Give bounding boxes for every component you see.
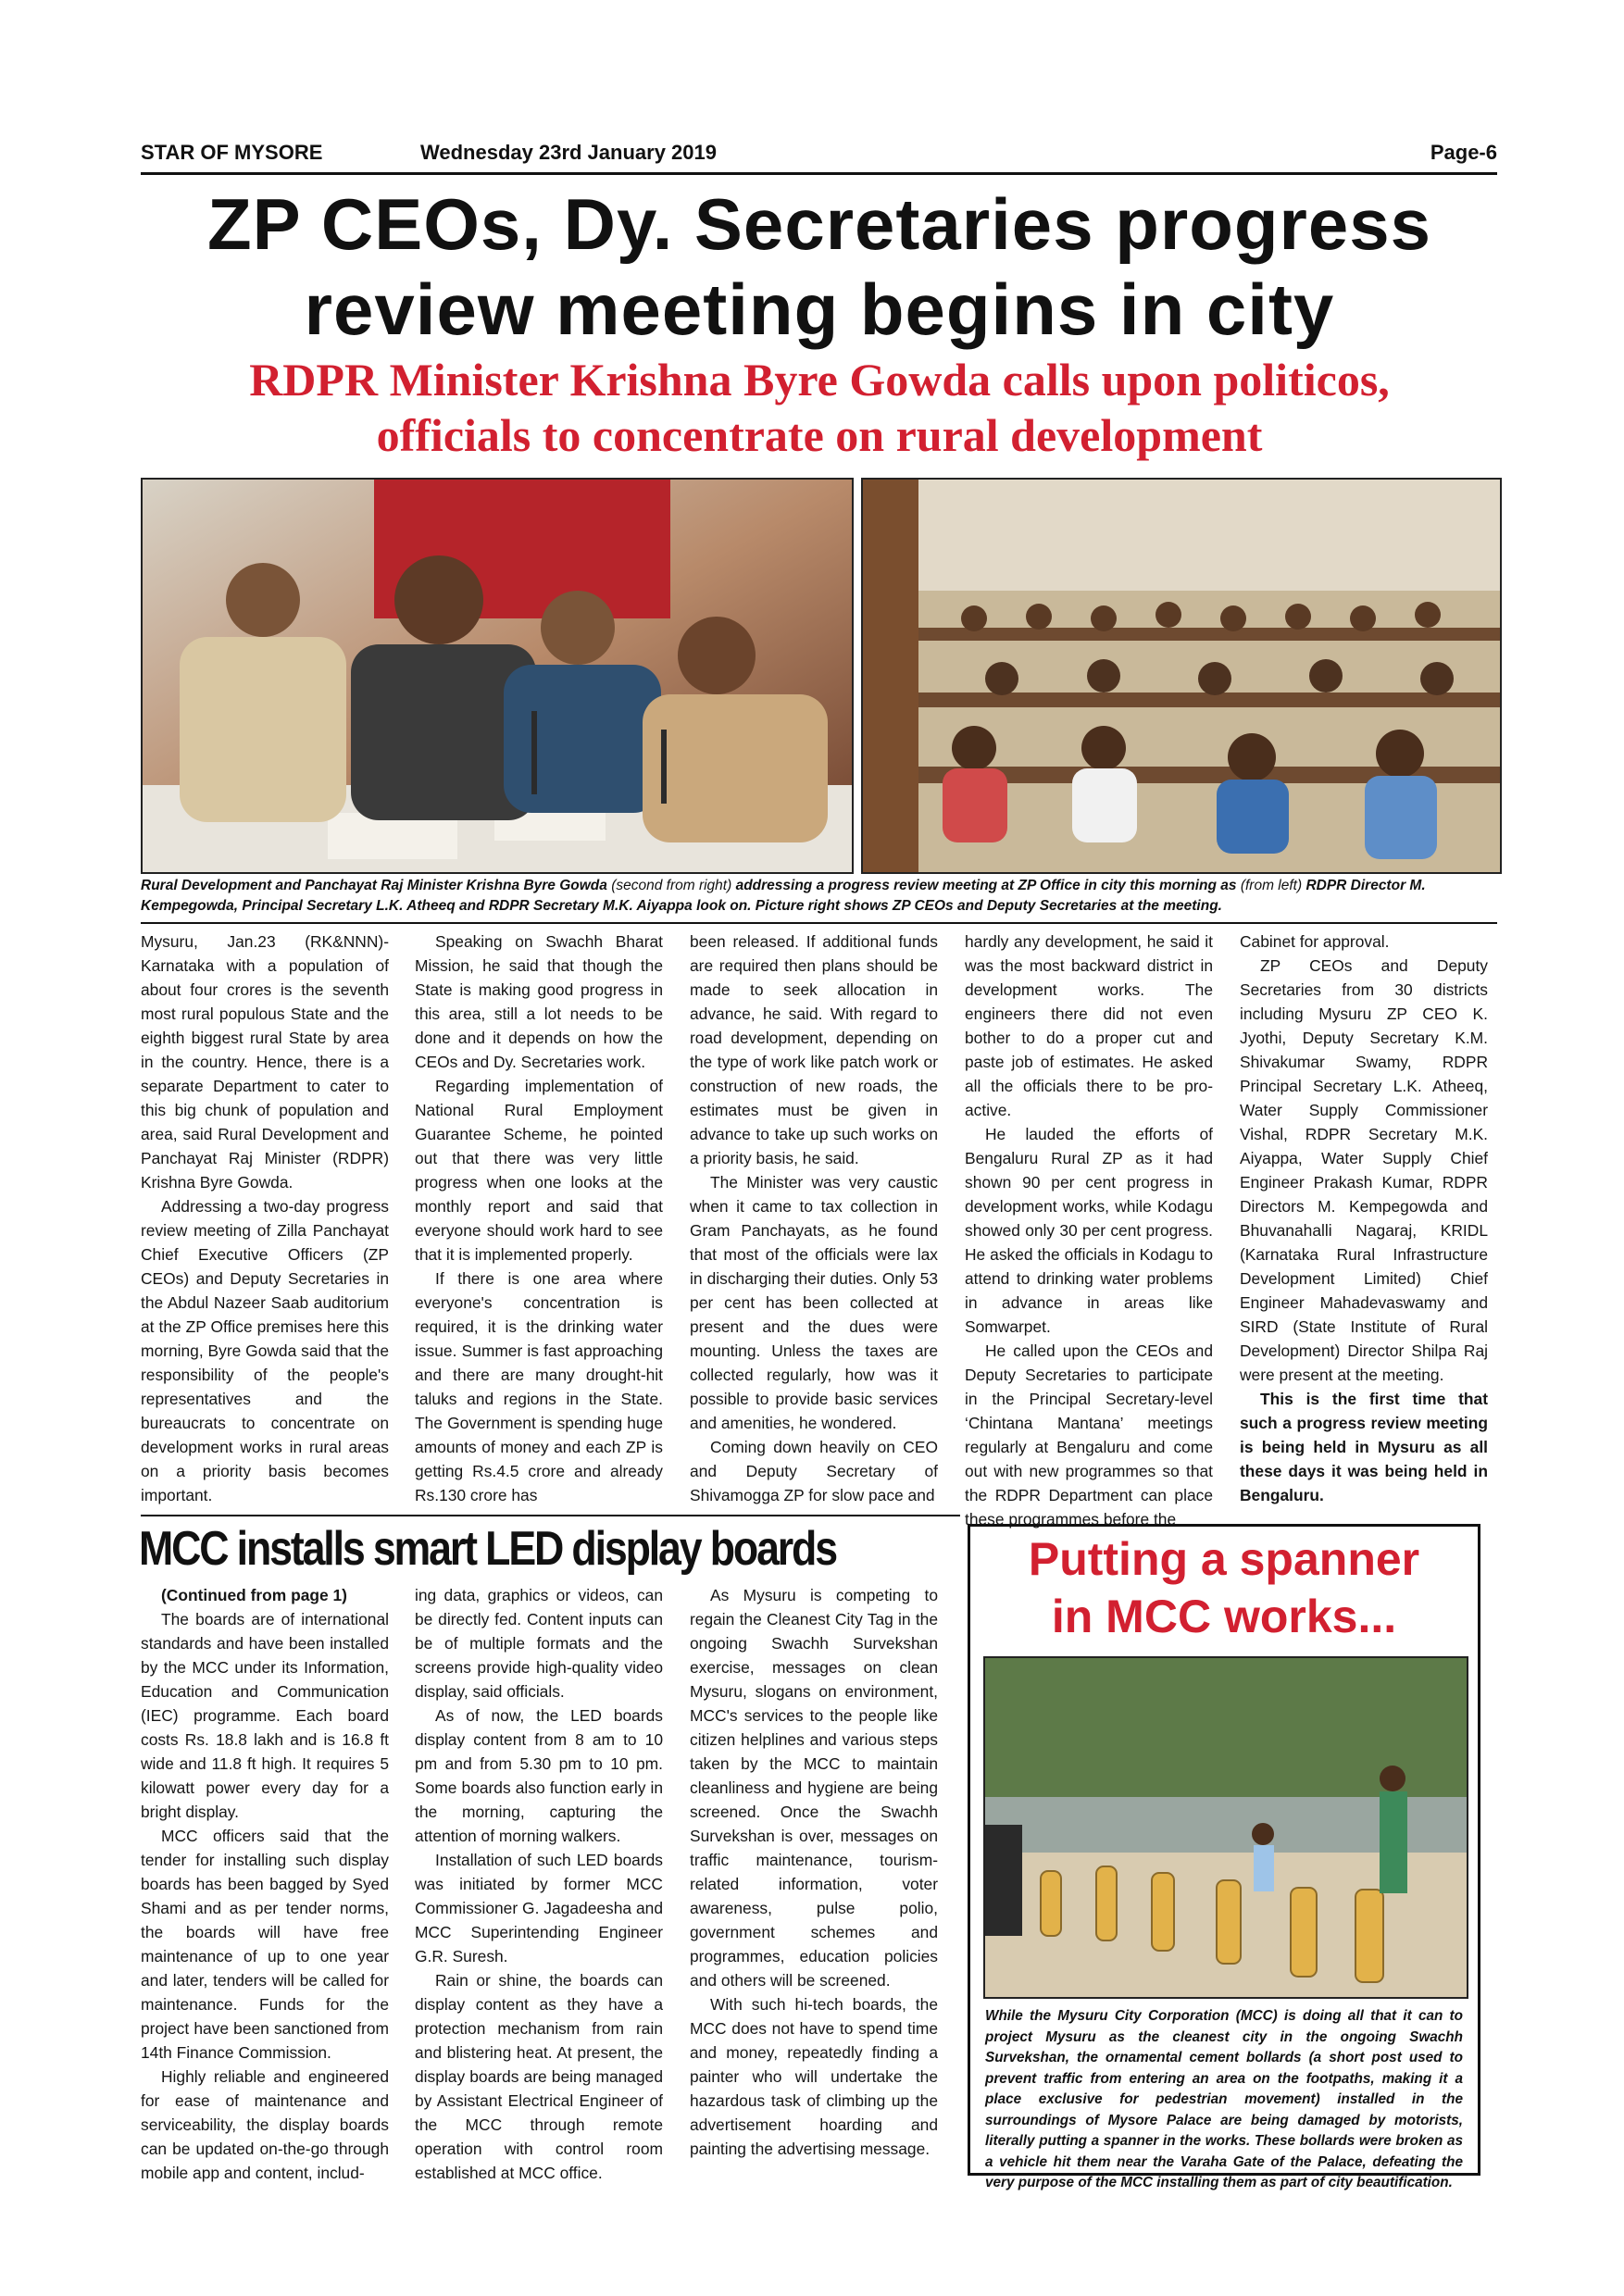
photo-caption xyxy=(141,876,1497,917)
caption-part-2: (second from right) xyxy=(606,878,736,893)
story1-paragraph: Mysuru, Jan.23 (RK&NNN)- Karnataka with a population of about four crores is the seventh most rural populous State and the eighth biggest rural State by area in the country. Hence, there is a separate Department to cater to this big chunk of population and area, said Rural Development and Panchayat Raj Minister (RDPR) Krishna Byre Gowda. xyxy=(141,932,389,1192)
story2-column-2 xyxy=(415,1583,663,2185)
issue-date: Wednesday 23rd January 2019 xyxy=(420,141,717,164)
story1-paragraph: ZP CEOs and Deputy Secretaries from 30 districts including Mysuru ZP CEO K. Jyothi, Deputy Secretary K.M. Shivakumar Swamy, RDPR Principal Secretary L.K. Atheeq, Water Supply Commissioner Vishal, RDPR Secretary M.K. Aiyappa, Water Supply Chief Engineer Prakash Kumar, RDPR Directors M. Kempegowda and Bhuvanahalli Nagaraj, KRIDL (Karnataka Rural Infrastructure Development Limited) Chief Engineer Mahadevaswamy and SIRD (State Institute of Rural Development) Director Shilpa Raj were present at the meeting. xyxy=(1240,956,1488,1384)
story1-column-4 xyxy=(965,930,1213,1531)
headline-line-1: ZP CEOs, Dy. Secretaries progress xyxy=(206,183,1432,265)
headline-line-2: review meeting begins in city xyxy=(304,268,1335,350)
main-headline xyxy=(130,181,1509,352)
spanner-box xyxy=(968,1524,1480,2190)
story2-paragraph: Rain or shine, the boards can display content as they have a protection mechanism from rain and blistering heat. At present, the display boards are being managed by Assistant Electrical Engineer of the MCC through remote operation with control room established at MCC office. xyxy=(415,1971,663,2182)
photo-minister-dais xyxy=(141,478,854,874)
header-rule xyxy=(141,172,1497,175)
story2-column-1 xyxy=(141,1583,389,2185)
caption-part-5: RDPR Director M. Kempegowda, Principal Secretary L.K. Atheeq and RDPR Secretary M.K. Aiyappa look on. Picture right shows ZP CEOs and Deputy Secretaries at the meeting. xyxy=(141,878,1426,914)
masthead xyxy=(141,141,1497,172)
subhead-line-2: officials to concentrate on rural development xyxy=(376,409,1263,461)
story2-paragraph: With such hi-tech boards, the MCC does not have to spend time and money, repeatedly finding a painter who will undertake the hazardous task of climbing up the advertisement hoarding and painting the advertising message. xyxy=(690,1995,938,2158)
story2-paragraph: Installation of such LED boards was initiated by former MCC Commissioner G. Jagadeesha and MCC Superintending Engineer G.R. Suresh. xyxy=(415,1851,663,1965)
box-title-line-1: Putting a spanner xyxy=(1028,1533,1420,1585)
box-title-line-2: in MCC works... xyxy=(1051,1591,1397,1642)
story1-paragraph: If there is one area where everyone's concentration is required, it is the drinking water issue. Summer is fast approaching and there are many drought-hit taluks and regions in the State. The Government is spending huge amounts of money and each ZP is getting Rs.4.5 crore and already Rs.130 crore has xyxy=(415,1269,663,1504)
story2-column-3 xyxy=(690,1583,938,2161)
story1-paragraph: Coming down heavily on CEO and Deputy Secretary of Shivamogga ZP for slow pace and xyxy=(690,1438,938,1504)
photo-meeting-hall xyxy=(861,478,1502,874)
photo-broken-bollards xyxy=(983,1656,1468,1999)
story2-paragraph: Highly reliable and engineered for ease of maintenance and serviceability, the display boards can be updated on-the-go through mobile app and content, includ- xyxy=(141,2067,389,2182)
story1-paragraph: The Minister was very caustic when it came to tax collection in Gram Panchayats, as he found that most of the officials were lax in discharging their duties. Only 53 per cent has been collected at present and the dues were mounting. Unless the taxes are collected regularly, how was it possible to provide basic services and amenities, he wondered. xyxy=(690,1173,938,1432)
story1-column-5 xyxy=(1240,930,1488,1507)
story2-paragraph: ing data, graphics or videos, can be directly fed. Content inputs can be of multiple formats and the screens provide high-quality video display, said officials. xyxy=(415,1586,663,1701)
story1-paragraph: hardly any development, he said it was the most backward district in development works. The engineers there did not even bother to do a proper cut and paste job of estimates. He asked all the officials there to be pro-active. xyxy=(965,932,1213,1119)
story2-paragraph: As of now, the LED boards display content from 8 am to 10 pm and from 5.30 pm to 10 pm. Some boards also function early in the morning, capturing the attention of morning walkers. xyxy=(415,1706,663,1845)
story1-column-2 xyxy=(415,930,663,1507)
box-caption: While the Mysuru City Corporation (MCC) is doing all that it can to project Mysuru as the cleanest city in the ongoing Swachh Survekshan, the ornamental cement bollards (a short post used to prevent traffic from entering an area on the footpaths, making it a place exclusive for pedestrian movement) installed in the surroundings of Mysore Palace are being damaged by motorists, literally putting a spanner in the works. These bollards were broken as a vehicle hit them near the Varaha Gate of the Palace, defeating the very purpose of the MCC installing them as part of city beautification. xyxy=(985,2008,1463,2190)
sub-headline xyxy=(130,352,1509,463)
story2-paragraph: The boards are of international standards and have been installed by the MCC under its Information, Education and Communication (IEC) programme. Each board costs Rs. 18.8 lakh and is 16.8 ft wide and 11.8 ft high. It requires 5 kilowatt power every day for a bright display. xyxy=(141,1610,389,1821)
paper-name: STAR OF MYSORE xyxy=(141,141,323,164)
story1-paragraph: Speaking on Swachh Bharat Mission, he said that though the State is making good progress in this area, still a lot needs to be done and it depends on how the CEOs and Dy. Secretaries work. xyxy=(415,932,663,1071)
story1-column-1 xyxy=(141,930,389,1507)
story1-paragraph: He lauded the efforts of Bengaluru Rural ZP as it had shown 90 per cent progress in development works, while Kodagu showed only 30 per cent progress. He asked the officials in Kodagu to attend to drinking water problems in advance in areas like Somwarpet. xyxy=(965,1125,1213,1336)
story1-paragraph: Regarding implementation of National Rural Employment Guarantee Scheme, he pointed out that there was very little progress when one looks at the monthly report and said that everyone should work hard to see that it is implemented properly. xyxy=(415,1077,663,1264)
mcc-headline: MCC installs smart LED display boards xyxy=(139,1522,836,1576)
story1-column-3 xyxy=(690,930,938,1507)
box-title xyxy=(970,1530,1478,1645)
story1-paragraph: Addressing a two-day progress review meeting of Zilla Panchayat Chief Executive Officers (ZP CEOs) and Deputy Secretaries in the Abdul Nazeer Saab auditorium at the ZP Office premises here this morning, Byre Gowda said that the responsibility of the people's representatives and the bureaucrats to concentrate on development works in rural areas on a priority basis becomes important. xyxy=(141,1197,389,1504)
story1-paragraph: been released. If additional funds are required then plans should be made to seek allocation in advance, he said. With regard to road development, depending on the type of work like patch work or construction of new roads, the estimates must be given in advance to take up such works on a priority basis, he said. xyxy=(690,932,938,1167)
caption-part-3: addressing a progress review meeting at ZP Office in city this morning as xyxy=(735,878,1237,893)
caption-part-4: (from left) xyxy=(1236,878,1306,893)
page-number: Page-6 xyxy=(1430,141,1497,164)
caption-part-1: Rural Development and Panchayat Raj Minister Krishna Byre Gowda xyxy=(141,878,607,893)
subhead-line-1: RDPR Minister Krishna Byre Gowda calls upon politicos, xyxy=(249,354,1390,406)
story2-paragraph: As Mysuru is competing to regain the Cleanest City Tag in the ongoing Swachh Survekshan exercise, messages on clean Mysuru, slogans on environment, MCC's services to the people like citizen helplines and various steps taken by the MCC to maintain cleanliness and hygiene are being screened. Once the Swachh Survekshan is over, messages on traffic maintenance, tourism-related information, voter awareness, pulse polio, government schemes and programmes, education policies and others will be screened. xyxy=(690,1586,938,1990)
caption-rule xyxy=(141,922,1497,924)
story1-paragraph: Cabinet for approval. xyxy=(1240,932,1390,951)
story1-paragraph: He called upon the CEOs and Deputy Secretaries to participate in the Principal Secretary-level ‘Chintana Mantana’ meetings regularly at Bengaluru and come out with new programmes so that the RDPR Department can place these programmes before the xyxy=(965,1341,1213,1529)
story1-paragraph-highlight: This is the first time that such a progress review meeting is being held in Mysuru as all these days it was being held in Bengaluru. xyxy=(1240,1390,1488,1504)
story2-paragraph: MCC officers said that the tender for installing such display boards has been bagged by Syed Shami and as per tender norms, the boards will have free maintenance of up to one year and later, tenders will be called for maintenance. Funds for the project have been sanctioned from 14th Finance Commission. xyxy=(141,1827,389,2062)
continued-note: (Continued from page 1) xyxy=(161,1586,347,1604)
